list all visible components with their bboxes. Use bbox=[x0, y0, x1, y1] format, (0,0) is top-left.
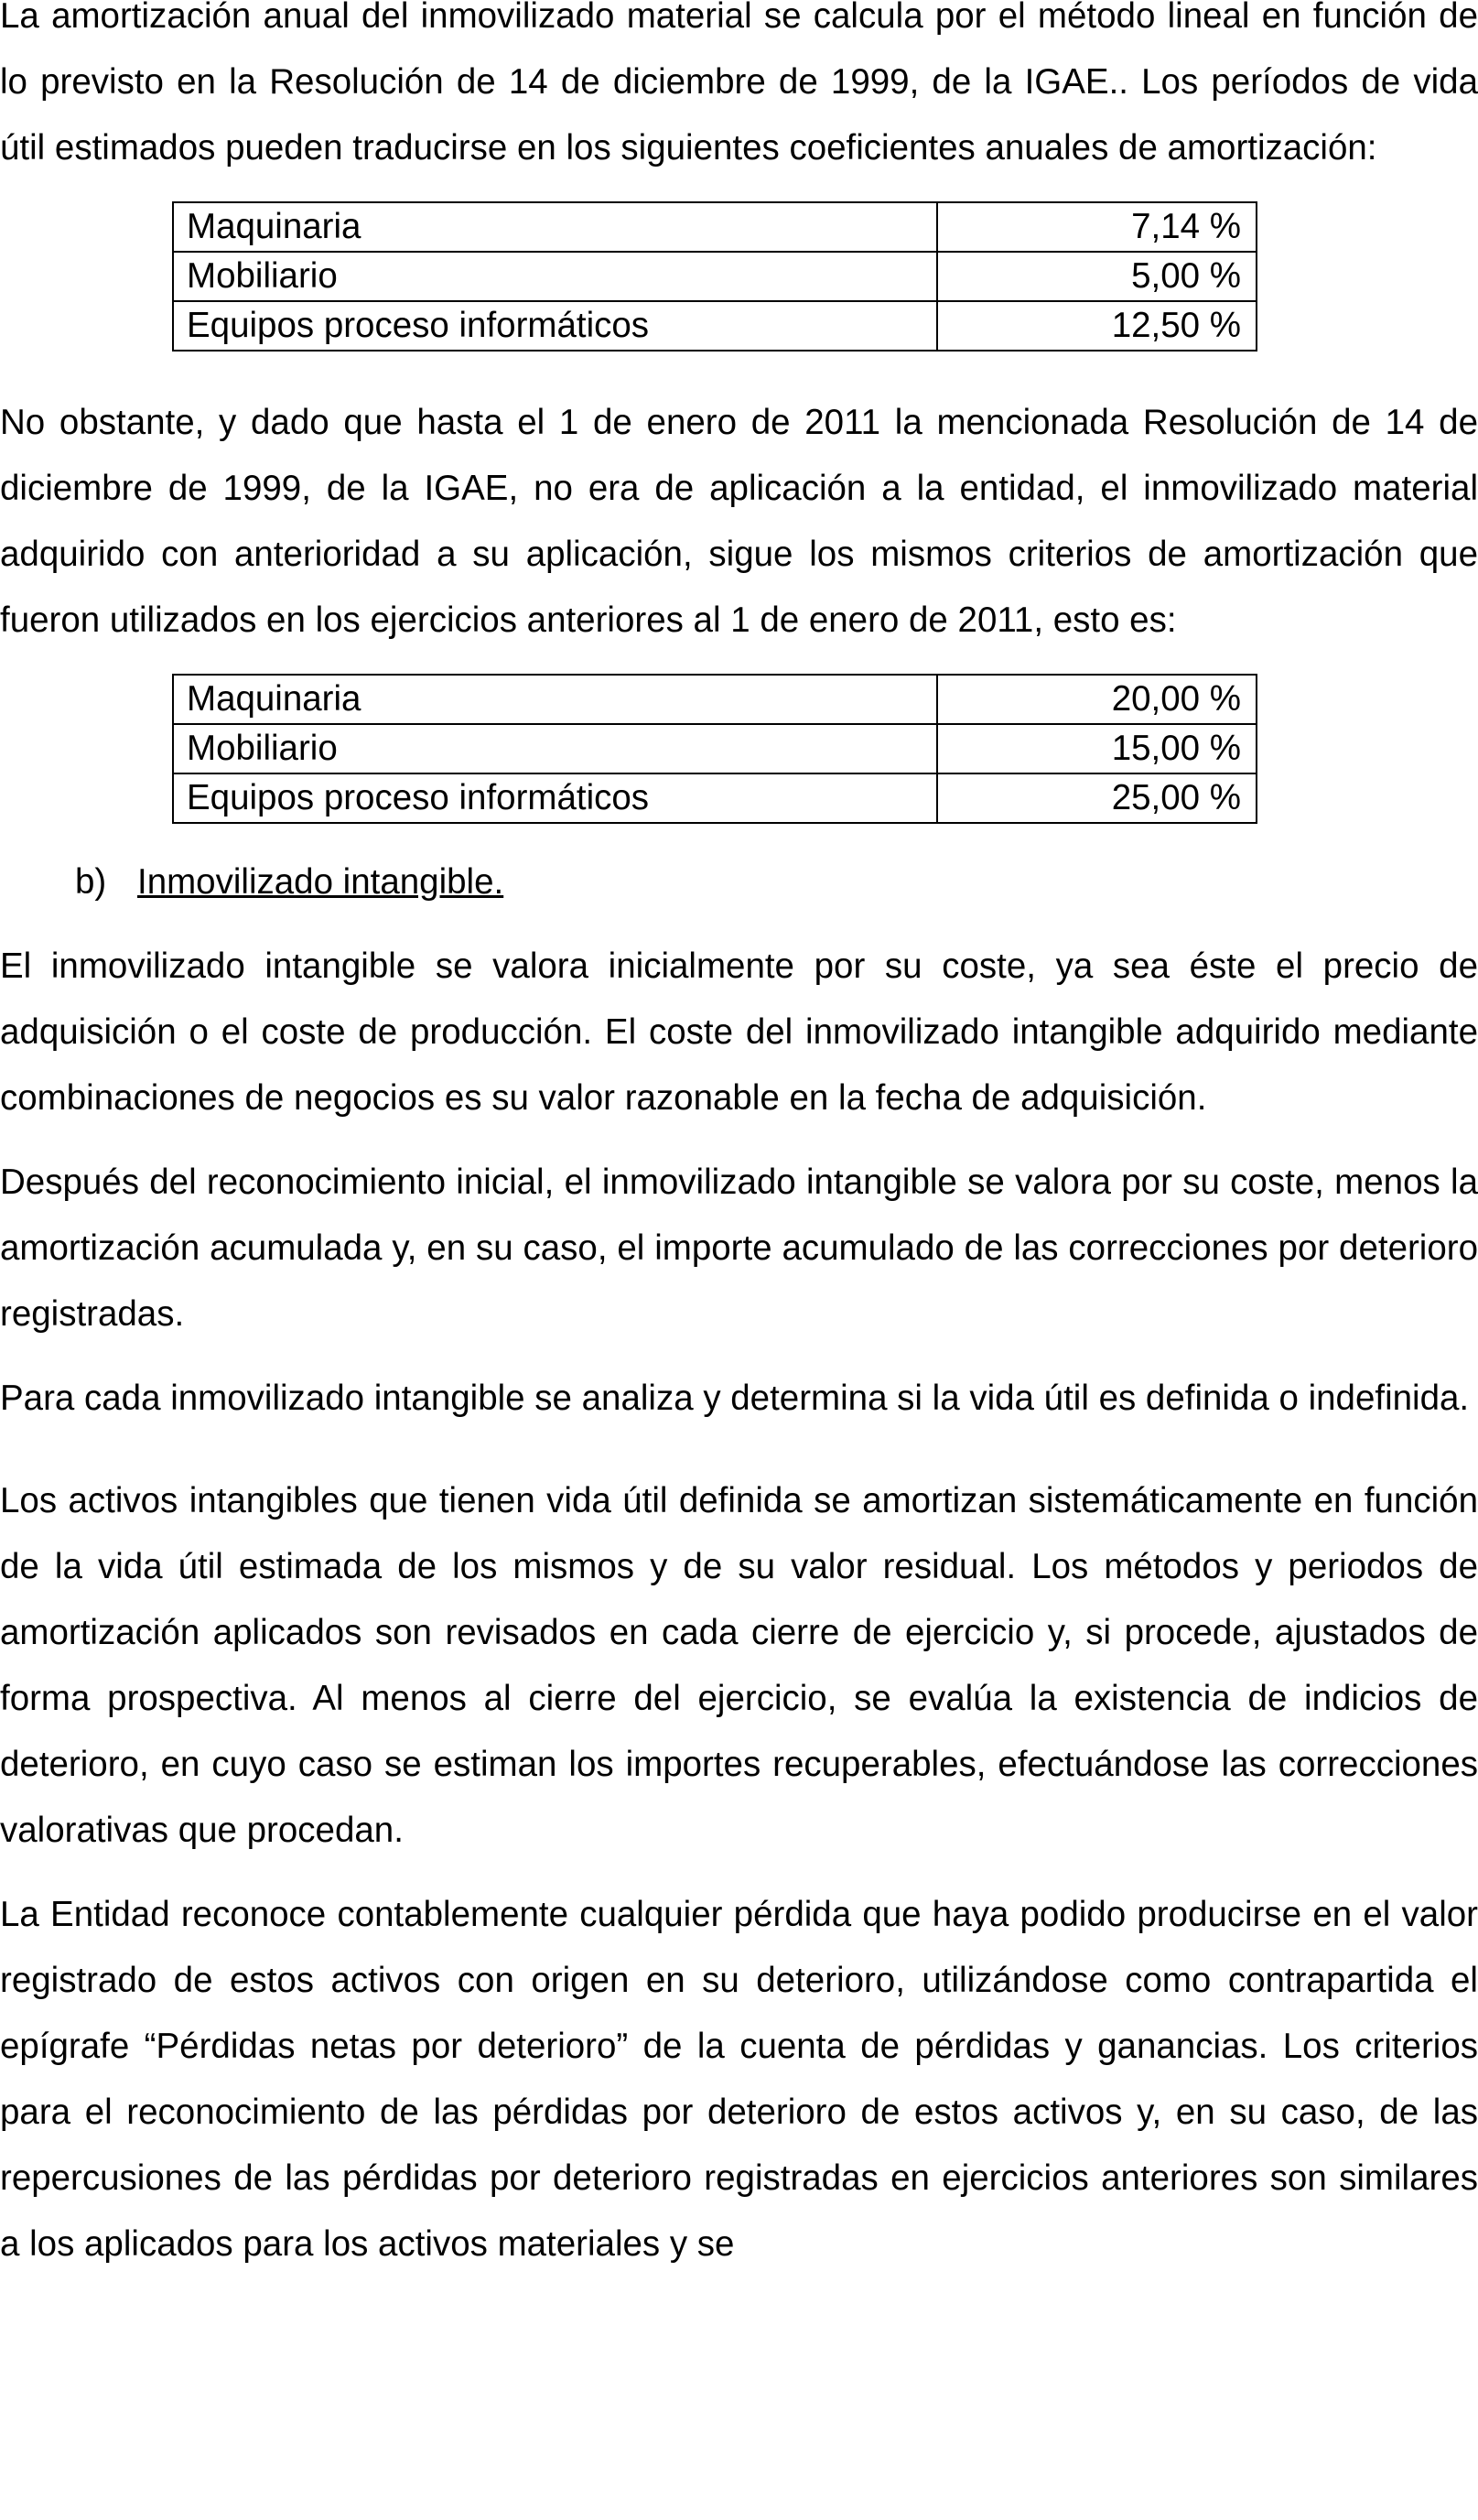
paragraph-activos-intangibles: Los activos intangibles que tienen vida útil definida se amortizan sistemáticamente en función de la vida útil estimada de los mismos y de su valor residual. Los métodos y periodos de amortización aplicados son revisados en cada cierre de ejercicio y, si procede, ajustados de forma prospectiva. Al menos al cierre del ejercicio, se evalúa la existencia de indicios de deterioro, en cuyo caso se estiman los importes recuperables, efectuándose las correcciones valorativas que procedan. bbox=[0, 1481, 1478, 1850]
table-cell-label: Mobiliario bbox=[173, 252, 937, 301]
paragraph-no-obstante: No obstante, y dado que hasta el 1 de enero de 2011 la mencionada Resolución de 14 de diciembre de 1999, de la IGAE, no era de aplicación a la entidad, el inmovilizado material adquirido con anterioridad a su aplicación, sigue los mismos criterios de amortización que fueron utilizados en los ejercicios anteriores al 1 de enero de 2011, esto es: bbox=[0, 403, 1478, 640]
paragraph-valoracion-inicial: El inmovilizado intangible se valora inicialmente por su coste, ya sea éste el precio de adquisición o el coste de producción. El coste del inmovilizado intangible adquirido mediante combinaciones de negocios es su valor razonable en la fecha de adquisición. bbox=[0, 946, 1478, 1118]
paragraph-vida-util: Para cada inmovilizado intangible se analiza y determina si la vida útil es definida o indefinida. bbox=[0, 1379, 1470, 1418]
table-row bbox=[173, 301, 1257, 351]
paragraph-reconocimiento-inicial: Después del reconocimiento inicial, el inmovilizado intangible se valora por su coste, menos la amortización acumulada y, en su caso, el importe acumulado de las correcciones por deterioro registradas. bbox=[0, 1163, 1478, 1334]
coefficients-table-previous bbox=[172, 674, 1257, 824]
table-row bbox=[173, 675, 1257, 724]
table-cell-value: 12,50 % bbox=[937, 301, 1257, 351]
table-cell-value: 5,00 % bbox=[937, 252, 1257, 301]
paragraph-perdidas-deterioro: La Entidad reconoce contablemente cualquier pérdida que haya podido producirse en el valor registrado de estos activos con origen en su deterioro, utilizándose como contrapartida el epígrafe “Pérdidas netas por deterioro” de la cuenta de pérdidas y ganancias. Los criterios para el reconocimiento de las pérdidas por deterioro de estos activos y, en su caso, de las repercusiones de las pérdidas por deterioro registradas en ejercicios anteriores son similares a los aplicados para los activos materiales y se bbox=[0, 1895, 1478, 2264]
table-cell-value: 25,00 % bbox=[937, 773, 1257, 823]
table-row bbox=[173, 252, 1257, 301]
table-cell-label: Equipos proceso informáticos bbox=[173, 301, 937, 351]
section-title: Inmovilizado intangible. bbox=[137, 862, 504, 902]
table-cell-value: 20,00 % bbox=[937, 675, 1257, 724]
table-cell-value: 7,14 % bbox=[937, 202, 1257, 252]
table-cell-label: Mobiliario bbox=[173, 724, 937, 773]
table-row bbox=[173, 724, 1257, 773]
section-marker: b) bbox=[75, 862, 107, 902]
table-cell-label: Equipos proceso informáticos bbox=[173, 773, 937, 823]
section-heading-b bbox=[0, 849, 1478, 915]
table-cell-value: 15,00 % bbox=[937, 724, 1257, 773]
table-row bbox=[173, 773, 1257, 823]
paragraph-amortizacion-anual: La amortización anual del inmovilizado material se calcula por el método lineal en función de lo previsto en la Resolución de 14 de diciembre de 1999, de la IGAE.. Los períodos de vida útil estimados pueden traducirse en los siguientes coeficientes anuales de amortización: bbox=[0, 0, 1478, 168]
table-row bbox=[173, 202, 1257, 252]
table-cell-label: Maquinaria bbox=[173, 202, 937, 252]
table-cell-label: Maquinaria bbox=[173, 675, 937, 724]
coefficients-table-current bbox=[172, 201, 1257, 352]
